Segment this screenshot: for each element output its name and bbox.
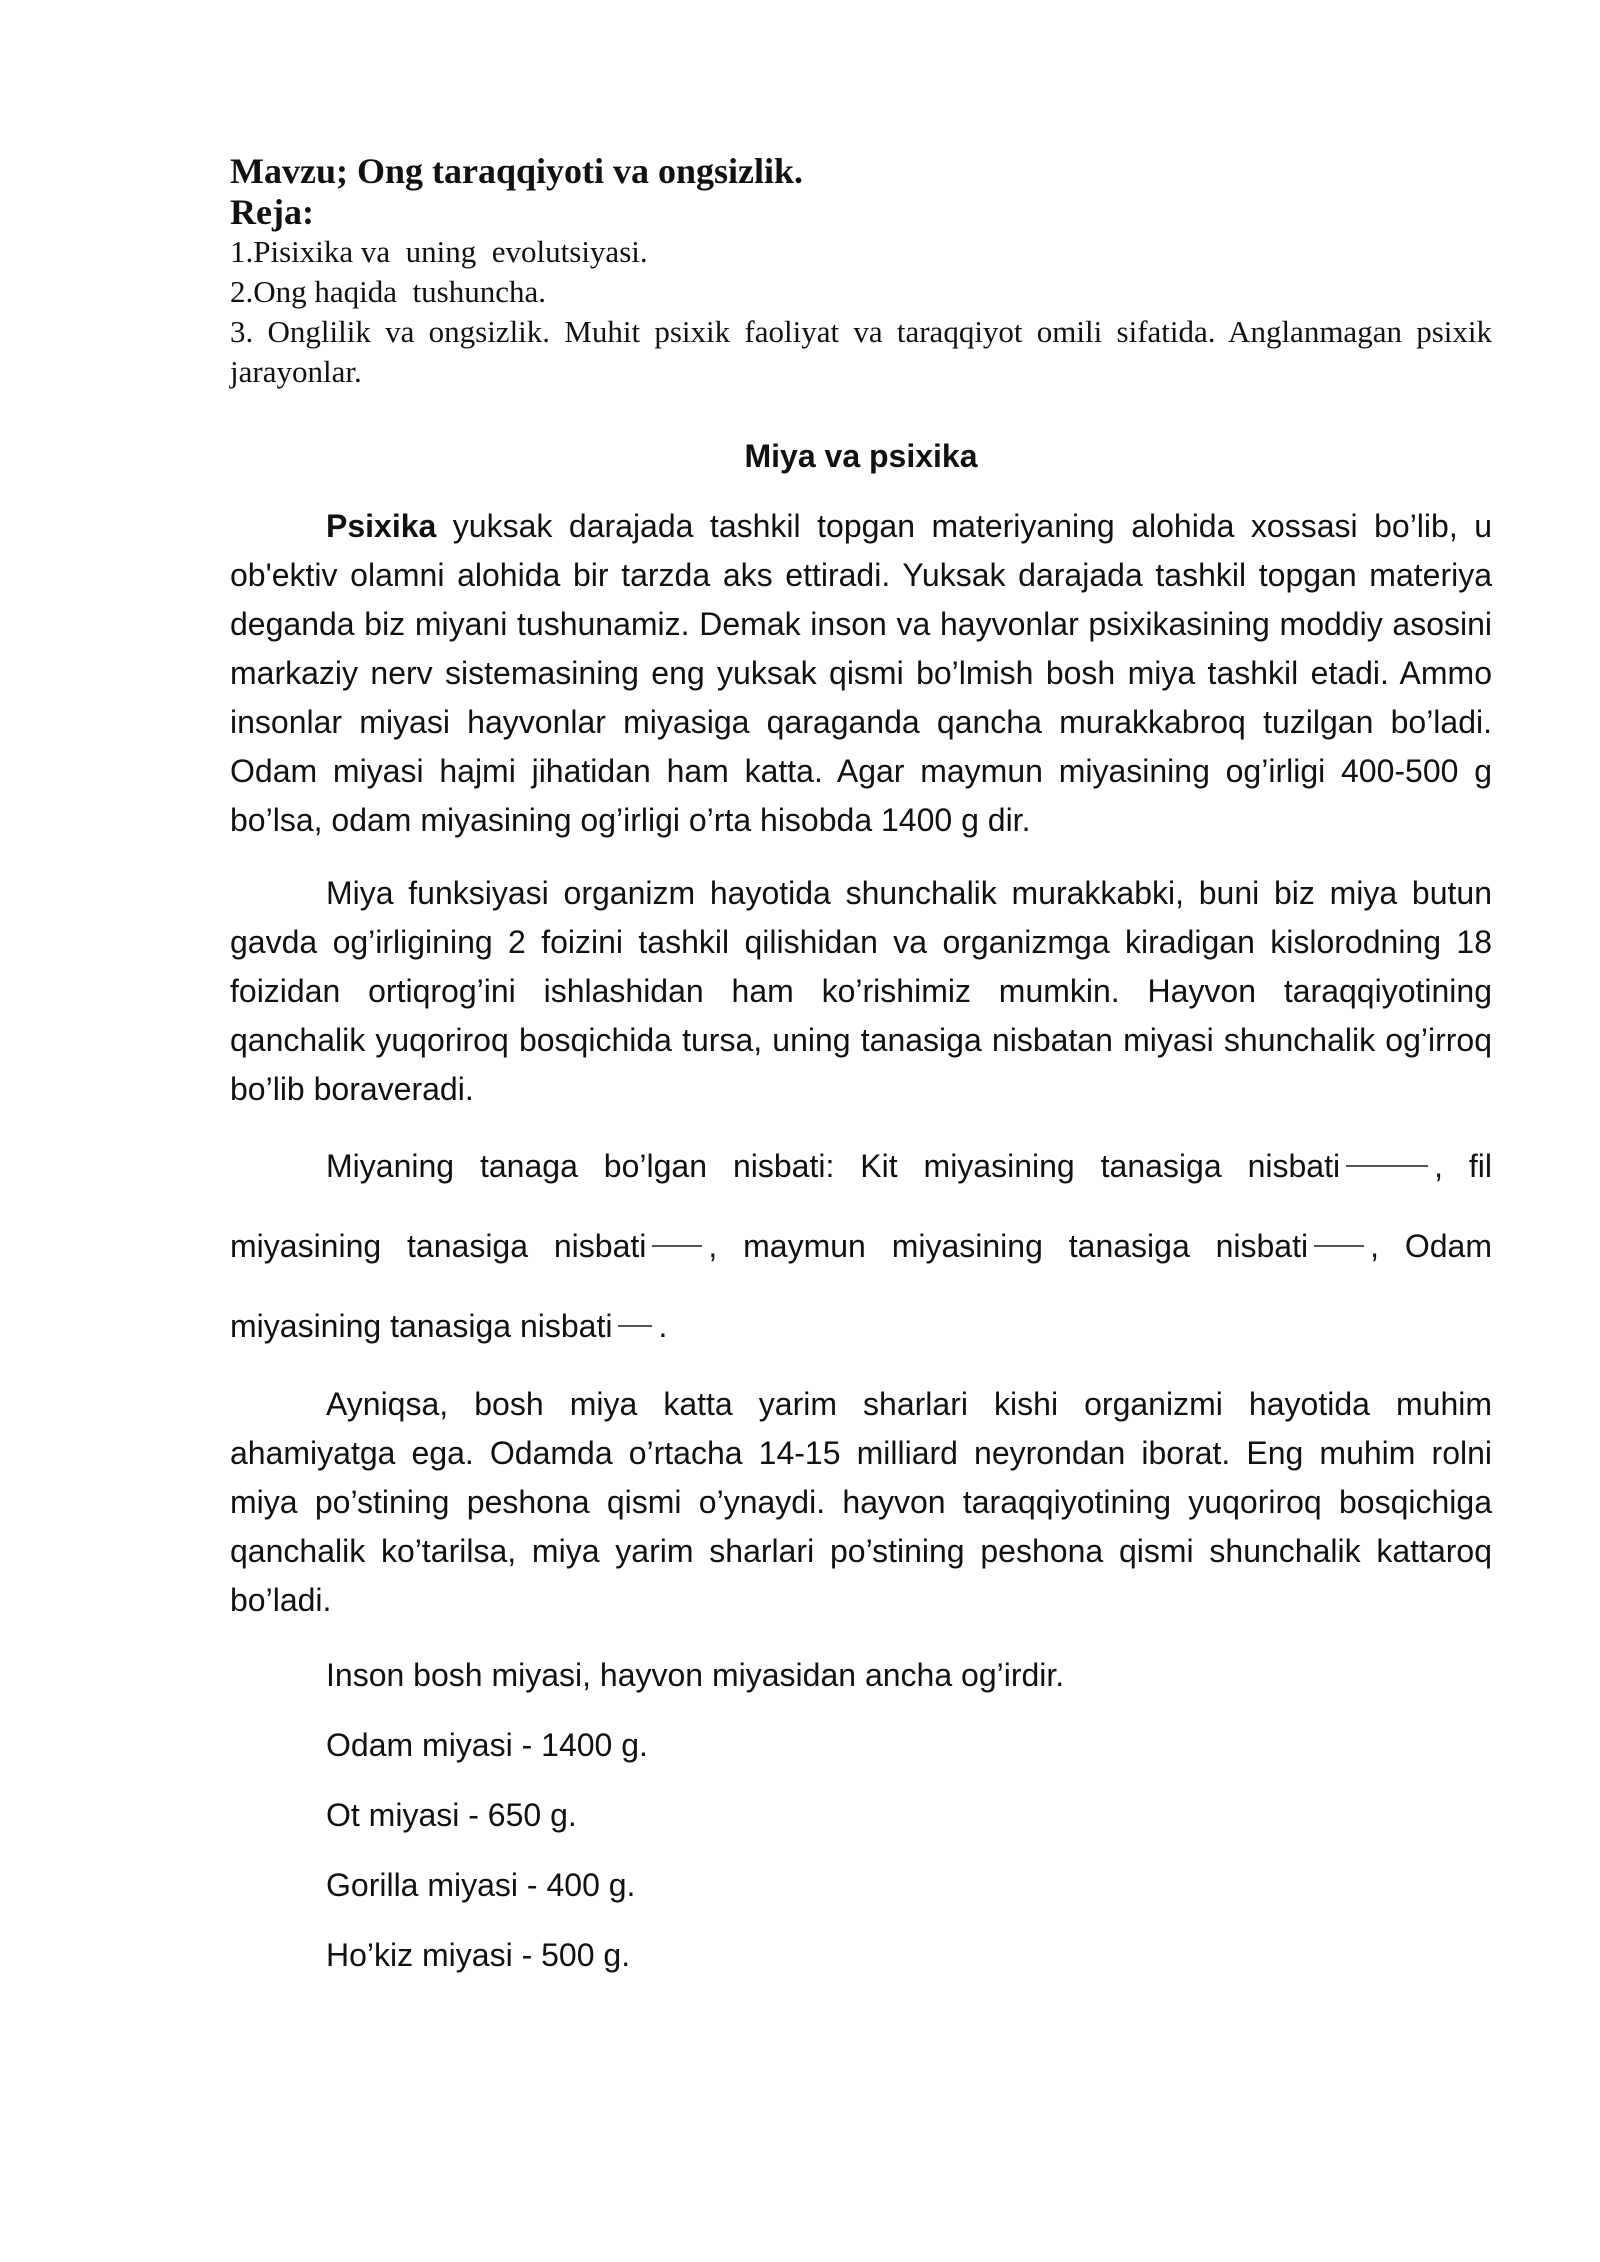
paragraph-psixika (230, 502, 1492, 845)
plan-list (230, 232, 1500, 392)
plan-item: 1.Pisixika va uning evolutsiyasi. (230, 234, 648, 269)
ratio-text-odam: , Odam miyasining tanasiga nisbati (230, 1228, 1493, 1344)
ratio-text-fil: , fil miyasining tanasiga nisbati (230, 1148, 1493, 1264)
weight-item: Odam miyasi - 1400 g. (326, 1727, 648, 1763)
plan-heading: Reja: (230, 192, 314, 232)
section-title: Miya va psixika (744, 438, 978, 474)
ratio-text-maymun: , maymun miyasining tanasiga nisbati (708, 1228, 1309, 1264)
weight-item: Ot miyasi - 650 g. (326, 1797, 577, 1833)
fraction-placeholder-odam (618, 1325, 652, 1327)
document-page (230, 150, 1500, 1975)
weight-item: Ho’kiz miyasi - 500 g. (326, 1937, 631, 1973)
plan-item: 2.Ong haqida tushuncha. (230, 274, 546, 309)
plan-item: 3. Onglilik va ongsizlik. Muhit psixik faoliyat va taraqqiyot omili sifatida. Anglanmagan psixik jarayonlar. (230, 314, 1500, 389)
weights-intro: Inson bosh miyasi, hayvon miyasidan ancha og’irdir. (326, 1657, 1065, 1693)
paragraph-text: Ayniqsa, bosh miya katta yarim sharlari kishi organizmi hayotida muhim ahamiyatga ega. Odamda o’rtacha 14-15 milliard neyrondan iborat. Eng muhim rolni miya po’stining peshona qismi o’ynaydi. hayvon taraqqiyotining yuqoriroq bosqichiga qanchalik ko’tarilsa, miya yarim sharlari po’stining peshona qismi shunchalik kattaroq bo’ladi. (230, 1386, 1492, 1618)
bold-term: Psixika (326, 508, 437, 544)
paragraph-text: yuksak darajada tashkil topgan materiyaning alohida xossasi bo’lib, u ob'ektiv olamni alohida bir tarzda aks ettiradi. Yuksak darajada tashkil topgan materiya deganda biz miyani tushunamiz. Demak inson va hayvonlar psixikasining moddiy asosini markaziy nerv sistemasining eng yuksak qismi bo’lmish bosh miya tashkil etadi. Ammo insonlar miyasi hayvonlar miyasiga qaraganda qancha murakkabroq tuzilgan bo’ladi. Odam miyasi hajmi jihatidan ham katta. Agar maymun miyasining og’irligi 400-500 g bo’lsa, odam miyasining og’irligi o’rta hisobda 1400 g dir. (230, 508, 1492, 838)
paragraph-miya-funksiyasi (230, 869, 1492, 1114)
paragraph-text: Miya funksiyasi organizm hayotida shunchalik murakkabki, buni biz miya butun gavda og’irligining 2 foizini tashkil qilishidan va organizmga kiradigan kislorodning 18 foizidan ortiqrog’ini ishlashidan ham ko’rishimiz mumkin. Hayvon taraqqiyotining qanchalik yuqoriroq bosqichida tursa, uning tanasiga nisbatan miyasi shunchalik og’irroq bo’lib boraveradi. (230, 875, 1492, 1107)
ratio-text-kit: Miyaning tanaga bo’lgan nisbati: Kit miyasining tanasiga nisbati (326, 1148, 1341, 1184)
paragraph-yarim-sharlar (230, 1380, 1492, 1625)
weight-item: Gorilla miyasi - 400 g. (326, 1867, 636, 1903)
fraction-placeholder-fil (652, 1245, 702, 1247)
paragraph-ratios (230, 1126, 1492, 1366)
topic-title: Mavzu; Ong taraqqiyoti va ongsizlik. (230, 151, 804, 191)
fraction-placeholder-kit (1346, 1165, 1428, 1167)
fraction-placeholder-maymun (1314, 1245, 1364, 1247)
ratio-text-end: . (658, 1308, 668, 1344)
